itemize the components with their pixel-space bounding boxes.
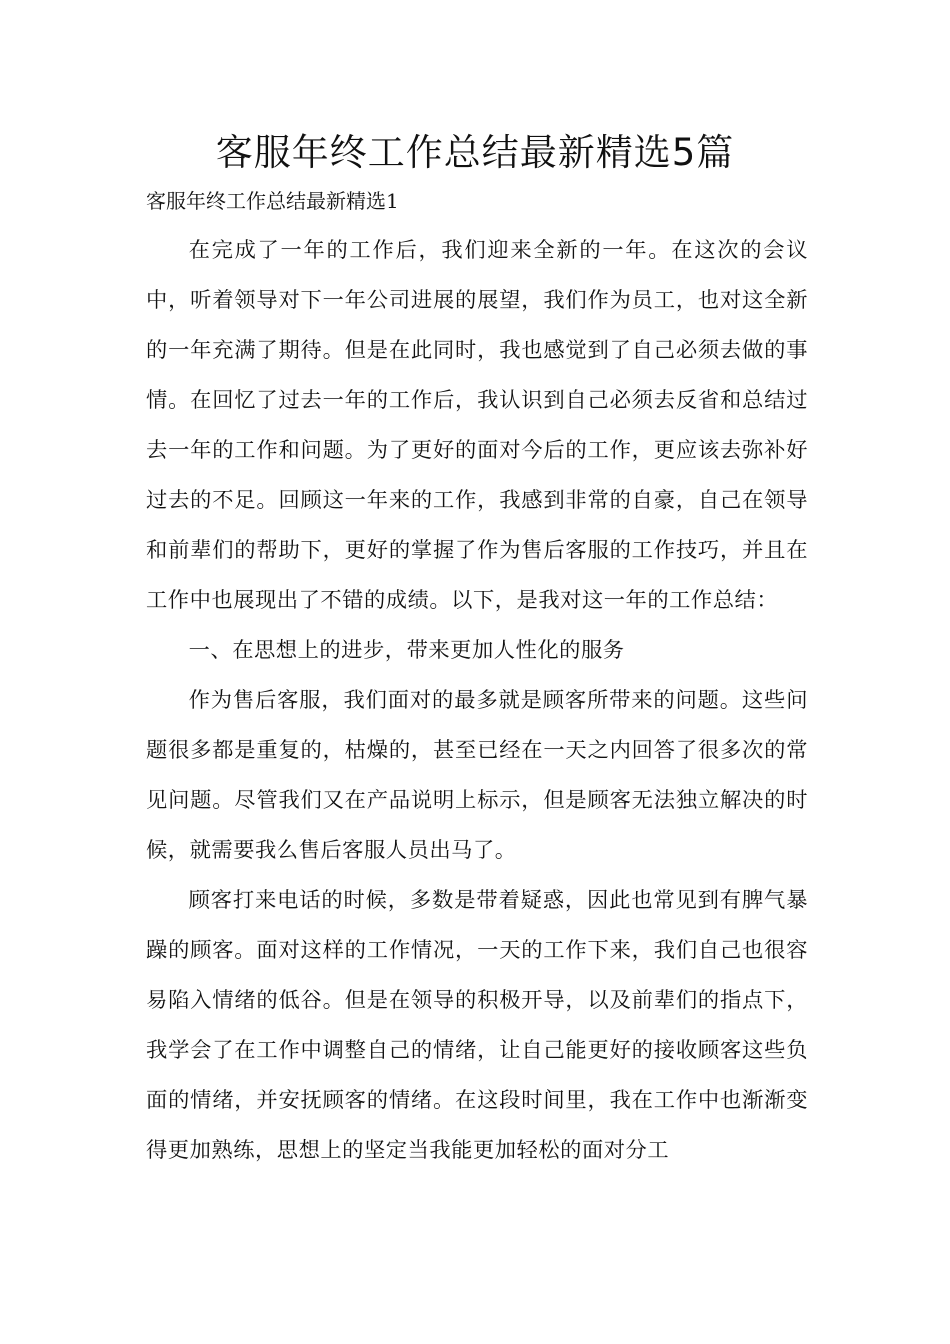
section-heading: 一、在思想上的进步，带来更加人性化的服务	[188, 638, 625, 663]
section-subtitle: 客服年终工作总结最新精选1	[146, 189, 399, 213]
paragraph-intro: 在完成了一年的工作后，我们迎来全新的一年。在这次的会议中，听着领导对下一年公司进展的展望，我们作为员工，也对这全新的一年充满了期待。但是在此同时，我也感觉到了自己必须去做的事情。在回忆了过去一年的工作后，我认识到自己必须去反省和总结过去一年的工作和问题。为了更好的面对今后的工作，更应该去弥补好过去的不足。回顾这一年来的工作，我感到非常的自豪，自己在领导和前辈们的帮助下，更好的掌握了作为售后客服的工作技巧，并且在工作中也展现出了不错的成绩。以下，是我对这一年的工作总结：	[146, 238, 808, 613]
document-body	[146, 226, 808, 1176]
paragraph-emotion: 顾客打来电话的时候，多数是带着疑惑，因此也常见到有脾气暴躁的顾客。面对这样的工作情况，一天的工作下来，我们自己也很容易陷入情绪的低谷。但是在领导的积极开导，以及前辈们的指点下，我学会了在工作中调整自己的情绪，让自己能更好的接收顾客这些负面的情绪，并安抚顾客的情绪。在这段时间里，我在工作中也渐渐变得更加熟练，思想上的坚定当我能更加轻松的面对分工	[146, 888, 808, 1163]
document-title: 客服年终工作总结最新精选5篇	[215, 131, 735, 174]
paragraph-service: 作为售后客服，我们面对的最多就是顾客所带来的问题。这些问题很多都是重复的，枯燥的，甚至已经在一天之内回答了很多次的常见问题。尽管我们又在产品说明上标示，但是顾客无法独立解决的时候，就需要我么售后客服人员出马了。	[146, 688, 808, 863]
